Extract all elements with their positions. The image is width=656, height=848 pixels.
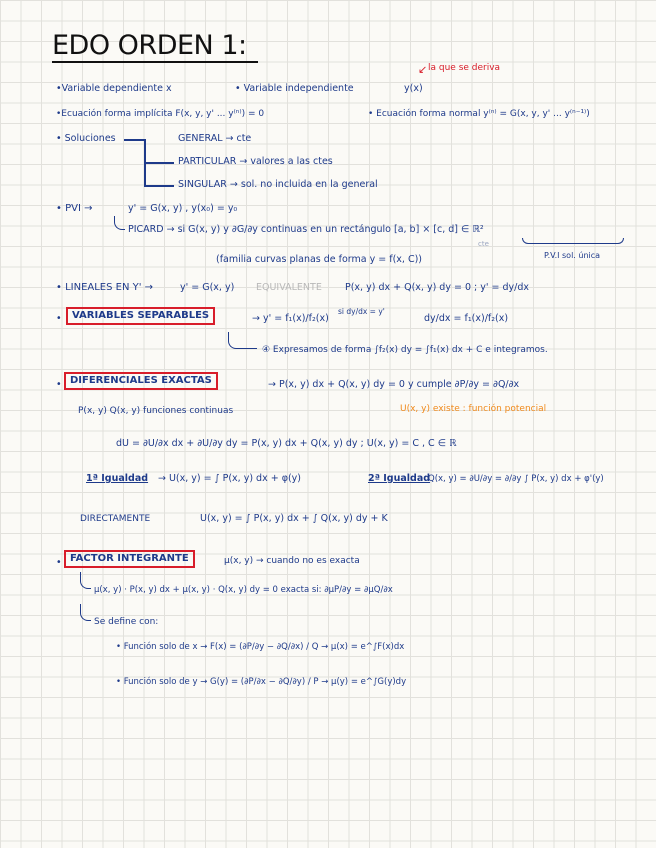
cte-note: cte — [478, 240, 489, 248]
exactas-eq: → P(x, y) dx + Q(x, y) dy = 0 y cumple ∂P/∂y = ∂Q/∂x — [268, 379, 520, 390]
define-with: Se define con: — [94, 617, 159, 627]
du-equation: dU = ∂U/∂x dx + ∂U/∂y dy = P(x, y) dx + Q(x, y) dy ; U(x, y) = C , C ∈ ℝ — [116, 438, 457, 449]
singular-branch — [144, 185, 174, 187]
y-of-x: y(x) — [404, 83, 423, 94]
independent-variable: • Variable independiente — [235, 83, 354, 94]
directly-eq: U(x, y) = ∫ P(x, y) dx + ∫ Q(x, y) dy + K — [200, 513, 388, 524]
picard-arrow — [114, 216, 125, 230]
factor-label: FACTOR INTEGRANTE — [64, 550, 195, 568]
derive-annotation: la que se deriva — [428, 63, 501, 73]
separables-eq: → y' = f₁(x)/f₂(x) — [252, 313, 329, 324]
curve-family: (familia curvas planas de forma y = f(x, C)) — [216, 254, 423, 265]
lineales-eq2: P(x, y) dx + Q(x, y) dy = 0 ; y' = dy/dx — [345, 282, 529, 293]
first-equality: → U(x, y) = ∫ P(x, y) dx + φ(y) — [158, 473, 301, 484]
function-of-y: • Función solo de y → G(y) = (∂P/∂x − ∂Q/∂y) / P → μ(y) = e^∫G(y)dy — [116, 677, 407, 687]
exactas-bullet: • — [56, 379, 62, 390]
red-arrow-icon: ↙ — [418, 63, 428, 76]
separables-step: ④ Expresamos de forma ∫f₂(x) dy = ∫f₁(x) dx + C e integramos. — [262, 345, 548, 355]
equivalent-label: EQUIVALENTE — [256, 282, 322, 293]
second-equality-label: 2ª Igualdad — [368, 473, 431, 484]
particular-branch — [144, 162, 174, 164]
second-equality: Q(x, y) = ∂U/∂y = ∂/∂y ∫ P(x, y) dx + φ'(y) — [428, 474, 604, 484]
potential-function: U(x, y) existe : función potencial — [400, 404, 547, 414]
separables-step-arrow — [228, 332, 257, 349]
solutions-label: • Soluciones — [56, 133, 116, 144]
factor-exact-condition: μ(x, y) · P(x, y) dx + μ(x, y) · Q(x, y) dy = 0 exacta si: ∂μP/∂y = ∂μQ/∂x — [94, 585, 393, 595]
separables-label: VARIABLES SEPARABLES — [66, 307, 215, 325]
solutions-branch-line — [124, 139, 144, 141]
page-title: EDO ORDEN 1: — [52, 30, 247, 61]
dependent-variable: •Variable dependiente x — [56, 83, 172, 94]
factor-arrow-1 — [80, 572, 91, 589]
factor-eq: μ(x, y) → cuando no es exacta — [224, 556, 360, 566]
factor-arrow-2 — [80, 604, 91, 621]
lineales-eq: y' = G(x, y) — [180, 282, 235, 293]
first-equality-label: 1ª Igualdad — [86, 473, 149, 484]
exactas-label: DIFERENCIALES EXACTAS — [64, 372, 218, 390]
separables-bullet: • — [56, 313, 62, 324]
title-underline — [52, 61, 258, 63]
function-of-x: • Función solo de x → F(x) = (∂P/∂y − ∂Q/∂x) / Q → μ(x) = e^∫F(x)dx — [116, 642, 405, 652]
particular-solution: PARTICULAR → valores a las ctes — [178, 156, 333, 167]
exactas-functions: P(x, y) Q(x, y) funciones continuas — [78, 406, 234, 416]
lineales-label: • LINEALES EN Y' → — [56, 282, 154, 293]
pvi-label: • PVI → — [56, 203, 93, 214]
rectangle-bracket — [522, 238, 624, 244]
singular-solution: SINGULAR → sol. no incluida en la general — [178, 179, 378, 190]
normal-form: • Ecuación forma normal y⁽ⁿ⁾ = G(x, y, y' ... y⁽ⁿ⁻¹⁾) — [368, 109, 590, 119]
unique-solution: P.V.I sol. única — [544, 251, 601, 260]
directly-label: DIRECTAMENTE — [80, 514, 151, 524]
implicit-form: •Ecuación forma implícita F(x, y, y' ... y⁽ⁿ⁾) = 0 — [56, 109, 265, 119]
factor-bullet: • — [56, 557, 62, 568]
pvi-equation: y' = G(x, y) , y(x₀) = y₀ — [128, 203, 238, 214]
separables-note: si dy/dx = y' — [338, 307, 385, 316]
general-solution: GENERAL → cte — [178, 133, 252, 144]
picard-theorem: PICARD → si G(x, y) y ∂G/∂y continuas en un rectángulo [a, b] × [c, d] ∈ ℝ² — [128, 224, 484, 235]
separables-eq2: dy/dx = f₁(x)/f₂(x) — [424, 313, 509, 324]
